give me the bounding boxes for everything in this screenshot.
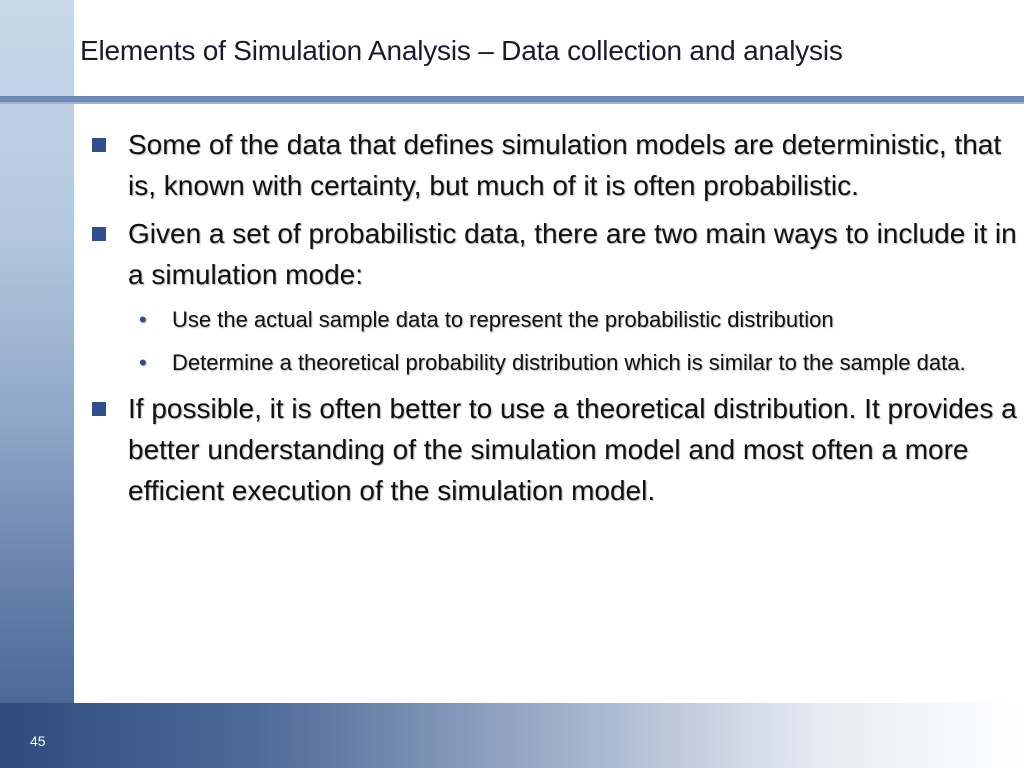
bottom-decorative-band [0,703,1024,768]
sub-bullet-text: Determine a theoretical probability distribution which is similar to the sample data. [172,350,966,375]
bullet-text: If possible, it is often better to use a theoretical distribution. It provides a better understanding of the simulation model and most often a more efficient execution of the simulation model. [128,393,1017,506]
bullet-item [92,124,1017,206]
slide-title: Elements of Simulation Analysis – Data collection and analysis [80,35,843,66]
page-number: 45 [30,733,46,749]
sub-bullet-item [92,345,1017,380]
title-divider-light [0,102,1024,104]
sub-bullet-text: Use the actual sample data to represent the probabilistic distribution [172,307,834,332]
dot-bullet-icon: • [139,350,147,375]
square-bullet-icon [92,227,106,241]
square-bullet-icon [92,402,106,416]
sub-bullet-item [92,302,1017,337]
left-decorative-band [0,0,74,768]
slide-body [92,124,1017,518]
bullet-item [92,388,1017,511]
bullet-text: Given a set of probabilistic data, there are two main ways to include it in a simulation mode: [128,218,1017,290]
square-bullet-icon [92,138,106,152]
bullet-item [92,213,1017,295]
dot-bullet-icon: • [139,307,147,332]
bullet-text: Some of the data that defines simulation models are deterministic, that is, known with certainty, but much of it is often probabilistic. [128,129,1002,201]
